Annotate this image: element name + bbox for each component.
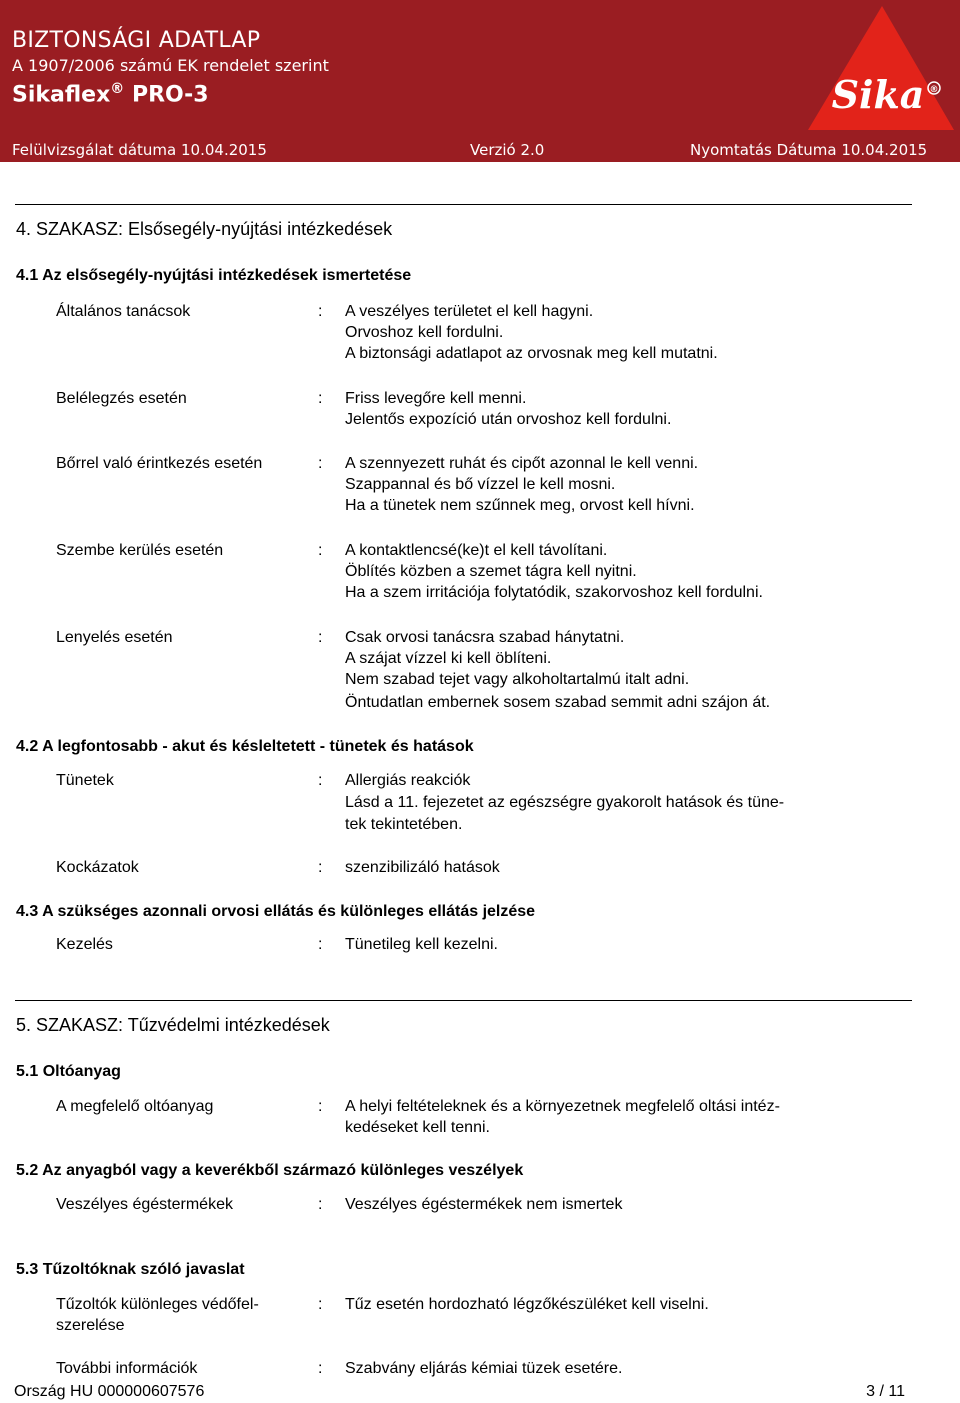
subsection-4-3-title: 4.3 A szükséges azonnali orvosi ellátás és különleges ellátás jelzése — [16, 903, 536, 920]
registered-mark: ® — [110, 81, 125, 97]
colon: : — [318, 1296, 323, 1313]
regulation-text: A 1907/2006 számú EK rendelet szerint — [12, 56, 329, 75]
row-value-line: Szappannal és bő vízzel le kell mosni. — [345, 476, 616, 493]
section-divider — [15, 1000, 912, 1001]
colon: : — [318, 542, 323, 559]
row-label-combustion-products: Veszélyes égéstermékek — [56, 1196, 233, 1213]
logo-reg-mark: ® — [929, 85, 939, 95]
subsection-4-1-title: 4.1 Az elsősegély-nyújtási intézkedések ismertetése — [16, 267, 412, 284]
row-value-line: Ha a tünetek nem szűnnek meg, orvost kell hívni. — [345, 497, 695, 514]
row-value-line: kedéseket kell tenni. — [345, 1119, 490, 1136]
row-label-further-info: További információk — [56, 1360, 198, 1377]
row-value-line: A kontaktlencsé(ke)t el kell távolítani. — [345, 542, 608, 559]
row-value-line: Friss levegőre kell menni. — [345, 390, 527, 407]
colon: : — [318, 772, 323, 789]
row-value-line: Tűz esetén hordozható légzőkészüléket kell viselni. — [345, 1296, 709, 1313]
colon: : — [318, 390, 323, 407]
revision-date: Felülvizsgálat dátuma 10.04.2015 — [12, 141, 267, 159]
row-value-line: Lásd a 11. fejezetet az egészségre gyakorolt hatások és tüne- — [345, 794, 785, 811]
logo-wordmark: Sika — [831, 72, 925, 117]
row-value-line: Jelentős expozíció után orvoshoz kell fordulni. — [345, 411, 672, 428]
document-header — [0, 0, 960, 162]
sika-logo — [806, 4, 956, 132]
colon: : — [318, 455, 323, 472]
row-value-line: Veszélyes égéstermékek nem ismertek — [345, 1196, 623, 1213]
row-value-line: tek tekintetében. — [345, 816, 463, 833]
colon: : — [318, 629, 323, 646]
row-value-line: Orvoshoz kell fordulni. — [345, 324, 504, 341]
row-label-treatment: Kezelés — [56, 936, 113, 953]
row-label-ingestion: Lenyelés esetén — [56, 629, 173, 646]
row-value-line: Ha a szem irritációja folytatódik, szakorvoshoz kell fordulni. — [345, 584, 763, 601]
section-5-title: 5. SZAKASZ: Tűzvédelmi intézkedések — [16, 1015, 330, 1035]
row-value-line: Tünetileg kell kezelni. — [345, 936, 498, 953]
product-name-text: Sikaflex — [12, 82, 111, 108]
row-label-extinguishing-media: A megfelelő oltóanyag — [56, 1098, 214, 1115]
subsection-5-1-title: 5.1 Oltóanyag — [16, 1063, 121, 1080]
product-name — [12, 81, 209, 107]
colon: : — [318, 1098, 323, 1115]
row-label-symptoms: Tünetek — [56, 772, 114, 789]
colon: : — [318, 1360, 323, 1377]
row-label-skin: Bőrrel való érintkezés esetén — [56, 455, 263, 472]
row-value-line: Öblítés közben a szemet tágra kell nyitni. — [345, 563, 637, 580]
subsection-5-2-title: 5.2 Az anyagból vagy a keverékből származó különleges veszélyek — [16, 1162, 524, 1179]
row-value-line: Allergiás reakciók — [345, 772, 471, 789]
row-value-line: A biztonsági adatlapot az orvosnak meg kell mutatni. — [345, 345, 718, 362]
colon: : — [318, 936, 323, 953]
document-title: BIZTONSÁGI ADATLAP — [12, 28, 261, 53]
subsection-4-2-title: 4.2 A legfontosabb - akut és késleltetett - tünetek és hatások — [16, 738, 474, 755]
row-value-line: szenzibilizáló hatások — [345, 859, 500, 876]
row-value-line: Csak orvosi tanácsra szabad hánytatni. — [345, 629, 625, 646]
row-value-line: Szabvány eljárás kémiai tüzek esetére. — [345, 1360, 623, 1377]
row-label-protective-equipment: Tűzoltók különleges védőfel- — [56, 1296, 259, 1313]
row-value-line: Öntudatlan embernek sosem szabad semmit adni szájon át. — [345, 694, 771, 711]
footer-country-code: Ország HU 000000607576 — [14, 1383, 205, 1400]
row-label-hazards: Kockázatok — [56, 859, 139, 876]
subsection-5-3-title: 5.3 Tűzoltóknak szóló javaslat — [16, 1261, 245, 1278]
row-label-general: Általános tanácsok — [56, 303, 191, 320]
colon: : — [318, 1196, 323, 1213]
row-label-eye: Szembe kerülés esetén — [56, 542, 224, 559]
section-divider — [15, 204, 912, 205]
row-value-line: A szennyezett ruhát és cipőt azonnal le kell venni. — [345, 455, 699, 472]
row-value-line: A szájat vízzel ki kell öblíteni. — [345, 650, 552, 667]
row-label-protective-equipment-cont: szerelése — [56, 1317, 125, 1334]
print-date: Nyomtatás Dátuma 10.04.2015 — [690, 141, 928, 159]
row-value-line: A veszélyes területet el kell hagyni. — [345, 303, 594, 320]
row-value-line: A helyi feltételeknek és a környezetnek megfelelő oltási intéz- — [345, 1098, 780, 1115]
row-label-inhalation: Belélegzés esetén — [56, 390, 187, 407]
colon: : — [318, 303, 323, 320]
section-4-title: 4. SZAKASZ: Elsősegély-nyújtási intézkedések — [16, 219, 393, 239]
footer-page-number: 3 / 11 — [866, 1383, 905, 1400]
row-value-line: Nem szabad tejet vagy alkoholtartalmú italt adni. — [345, 671, 690, 688]
version: Verzió 2.0 — [470, 141, 545, 159]
colon: : — [318, 859, 323, 876]
product-code: PRO-3 — [124, 82, 209, 108]
